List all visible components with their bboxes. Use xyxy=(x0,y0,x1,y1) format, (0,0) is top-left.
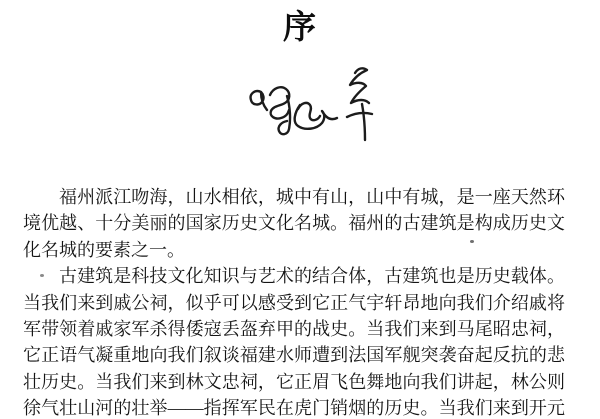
text-line: 福州派江吻海，山水相依，城中有山，山中有城，是一座天然环 xyxy=(59,187,565,207)
text-line: 徐气壮山河的壮举——指挥军民在虎门销烟的历史。当我们来到开元 xyxy=(23,398,565,419)
handwritten-signature-icon xyxy=(243,64,383,149)
text-line: 化名城的要素之一。 xyxy=(23,239,185,260)
text-line: 壮历史。当我们来到林文忠祠，它正眉飞色舞地向我们讲起，林公则 xyxy=(23,371,565,392)
body-text xyxy=(23,184,565,419)
text-line: 境优越、十分美丽的国家历史文化名城。福州的古建筑是构成历史文 xyxy=(23,213,565,234)
text-line: 它正语气凝重地向我们叙谈福建水师遭到法国军舰突袭奋起反抗的悲 xyxy=(23,345,565,366)
text-line: 当我们来到戚公祠，似乎可以感受到它正气宇轩昂地向我们介绍戚将 xyxy=(23,292,565,313)
print-speck xyxy=(470,240,474,243)
text-line: 军带领着戚家军杀得倭寇丢盔弃甲的战史。当我们来到马尾昭忠祠， xyxy=(23,318,565,339)
page-title: 序 xyxy=(283,10,317,46)
print-speck xyxy=(40,274,44,277)
text-line: 古建筑是科技文化知识与艺术的结合体，古建筑也是历史载体。 xyxy=(59,266,565,287)
